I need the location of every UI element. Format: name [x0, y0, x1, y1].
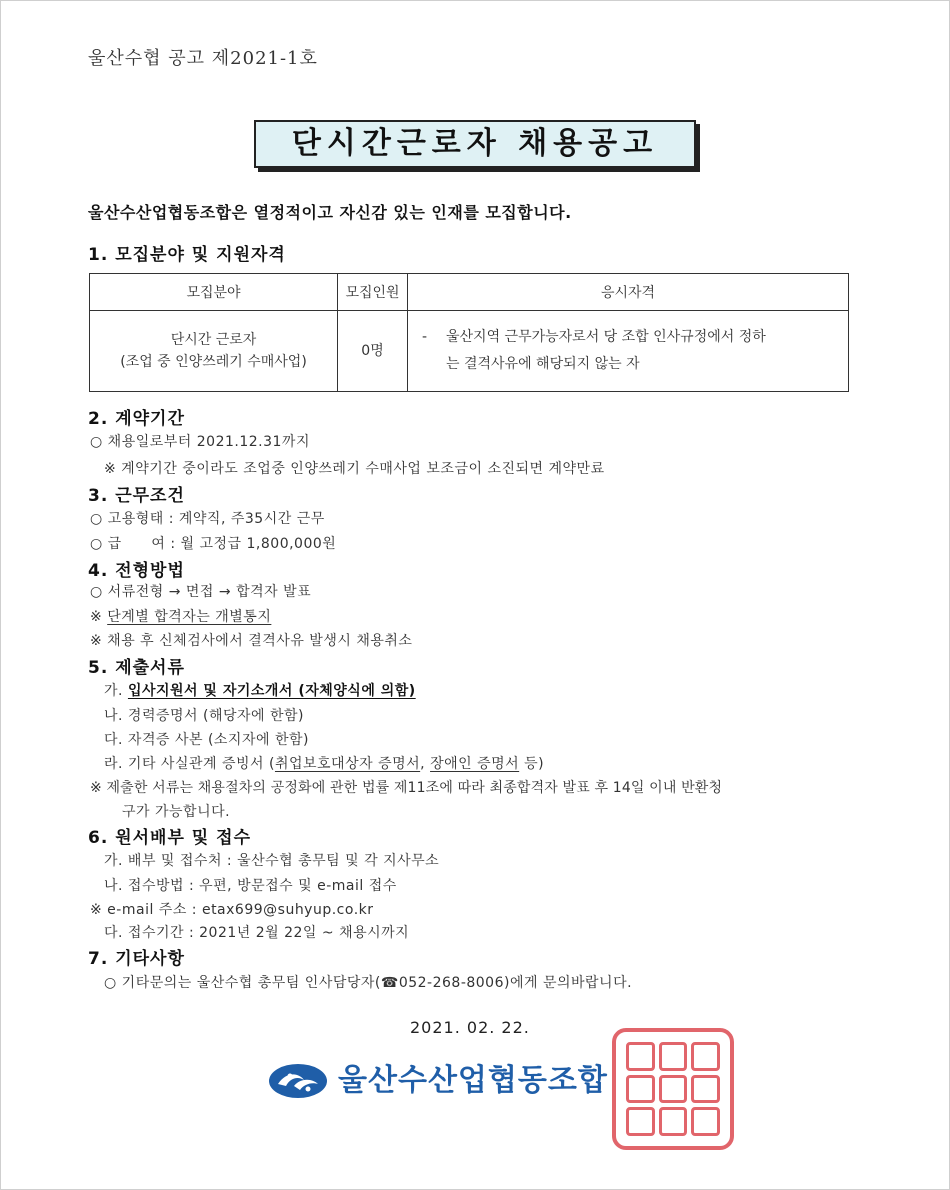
notice-number: 울산수협 공고 제2021-1호: [88, 48, 318, 69]
table-header-row: [90, 274, 849, 311]
email-address: ※ e-mail 주소 : etax699@suhyup.co.kr: [90, 902, 374, 918]
notice-date: 2021. 02. 22.: [410, 1018, 530, 1037]
document-item-1: [104, 680, 416, 700]
organization-name: 울산수산업협동조합: [338, 1063, 608, 1098]
qualification-line-1: 울산지역 근무가능자로서 당 조합 인사규정에서 정하: [446, 329, 766, 345]
return-note-line-2: 구가 가능합니다.: [122, 804, 231, 820]
section-4-heading: 4. 전형방법: [88, 561, 185, 581]
header-qualification: 응시자격: [408, 274, 849, 311]
section-2-heading: 2. 계약기간: [88, 409, 185, 429]
qualification-dash: -: [422, 329, 428, 345]
item-4-underline-1: 취업보호대상자 증명서: [274, 756, 421, 772]
submission-method: 나. 접수방법 : 우편, 방문접수 및 e-mail 접수: [104, 878, 397, 894]
section-3-heading: 3. 근무조건: [88, 486, 185, 506]
notification-note: [90, 606, 271, 626]
employment-type: ○ 고용형태 : 계약직, 주35시간 근무: [90, 511, 325, 527]
item-4-separator: ,: [420, 756, 431, 772]
contract-note: ※ 계약기간 중이라도 조업중 인양쓰레기 수매사업 보조금이 소진되면 계약만료: [104, 461, 605, 477]
contact-info: ○ 기타문의는 울산수협 총무팀 인사담당자(☎052-268-8006)에게 문의바랍니다.: [104, 975, 633, 991]
qualification-cell: [408, 311, 849, 392]
document-title: 단시간근로자 채용공고: [291, 126, 659, 161]
section-6-heading: 6. 원서배부 및 접수: [88, 828, 251, 848]
field-cell: [90, 311, 338, 392]
official-seal-icon: [612, 1028, 734, 1150]
field-line-1: 단시간 근로자: [170, 332, 257, 348]
count-cell: 0명: [338, 311, 408, 392]
selection-process: ○ 서류전형 → 면접 → 합격자 발표: [90, 584, 312, 600]
health-check-note: ※ 채용 후 신체검사에서 결격사유 발생시 채용취소: [90, 633, 413, 649]
document-item-3: 다. 자격증 사본 (소지자에 한함): [104, 732, 309, 748]
item-1-text: 입사지원서 및 자기소개서 (자체양식에 의함): [127, 683, 416, 699]
section-7-heading: 7. 기타사항: [88, 949, 185, 969]
header-count: 모집인원: [338, 274, 408, 311]
document-item-2: 나. 경력증명서 (해당자에 한함): [104, 708, 305, 724]
item-4-suffix: 등): [519, 756, 545, 772]
contract-period: ○ 채용일로부터 2021.12.31까지: [90, 434, 310, 450]
document-item-4: [104, 753, 544, 773]
submission-period: 다. 접수기간 : 2021년 2월 22일 ~ 채용시까지: [104, 925, 410, 941]
salary: ○ 급 여 : 월 고정급 1,800,000원: [90, 536, 337, 552]
item-4-prefix: 라. 기타 사실관계 증빙서 (: [104, 756, 275, 772]
distribution-place: 가. 배부 및 접수처 : 울산수협 총무팀 및 각 지사무소: [104, 853, 440, 869]
item-1-prefix: 가.: [104, 683, 128, 699]
fishery-coop-logo-icon: [268, 1062, 328, 1100]
item-4-underline-2: 장애인 증명서: [430, 756, 520, 772]
note-mark: ※: [90, 609, 108, 625]
recruitment-table: [89, 273, 849, 392]
header-field: 모집분야: [90, 274, 338, 311]
field-line-2: (조업 중 인양쓰레기 수매사업): [120, 354, 307, 370]
return-note-line-1: ※ 제출한 서류는 채용절차의 공정화에 관한 법률 제11조에 따라 최종합격자 발표 후 14일 이내 반환청: [90, 780, 723, 796]
title-box: [254, 120, 696, 168]
intro-text: 울산수산업협동조합은 열정적이고 자신감 있는 인재를 모집합니다.: [88, 203, 572, 222]
table-row: [90, 311, 849, 392]
section-5-heading: 5. 제출서류: [88, 658, 185, 678]
notification-text: 단계별 합격자는 개별통지: [107, 609, 272, 625]
qualification-line-2: 는 결격사유에 해당되지 않는 자: [446, 356, 640, 372]
section-1-heading: 1. 모집분야 및 지원자격: [88, 245, 286, 265]
